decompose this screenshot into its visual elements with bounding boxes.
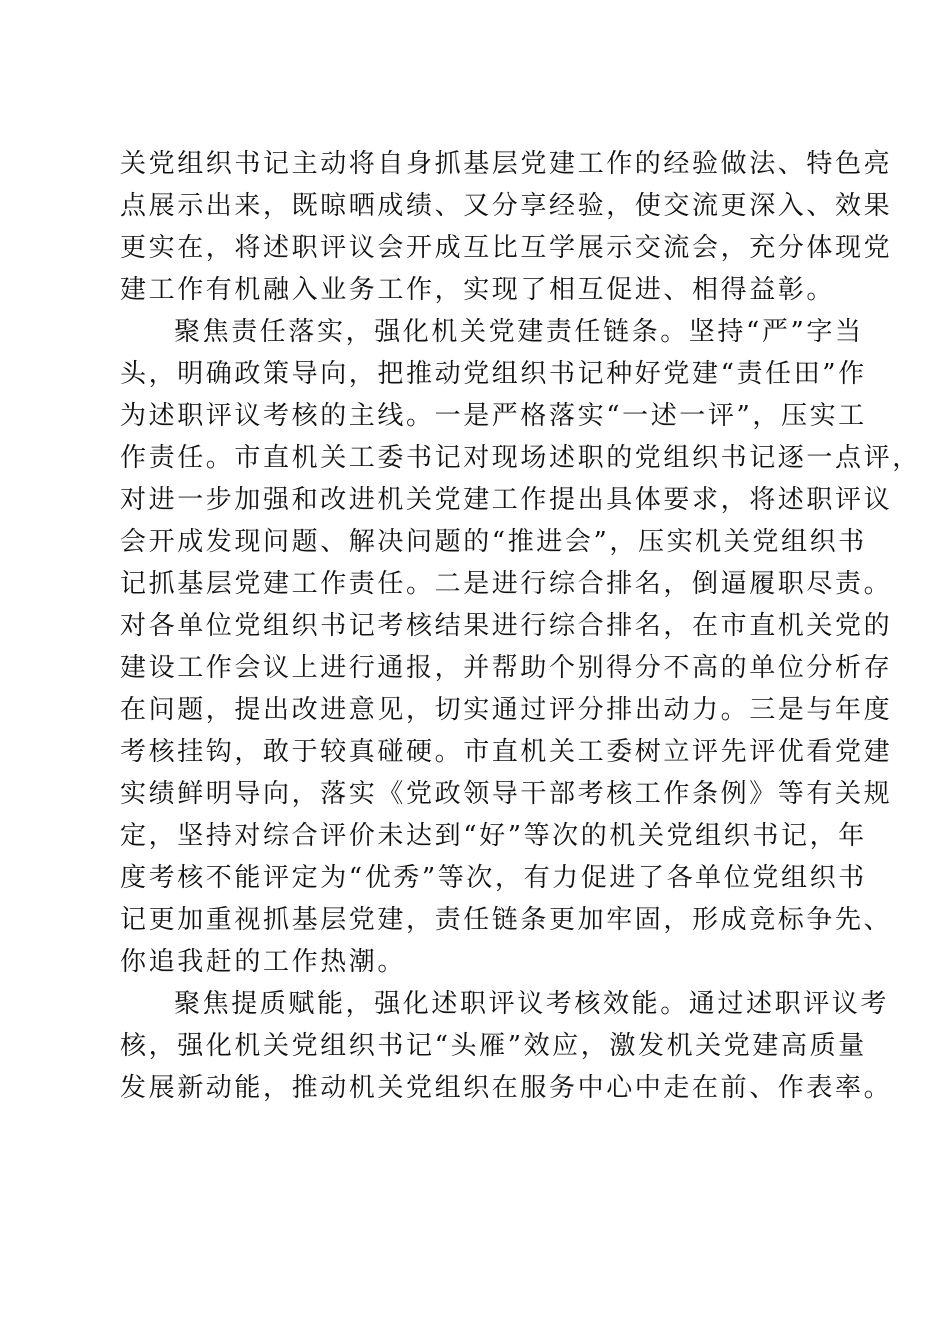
text-line: 建设工作会议上进行通报，并帮助个别得分不高的单位分析存: [120, 653, 893, 683]
text-line: 对各单位党组织书记考核结果进行综合排名，在市直机关党的: [120, 611, 893, 641]
text-line: 核，强化机关党组织书记“头雁”效应，激发机关党建高质量: [120, 1031, 867, 1061]
text-line: 定，坚持对综合评价未达到“好”等次的机关党组织书记，年: [120, 821, 867, 851]
paragraph-first-line: 聚焦责任落实，强化机关党建责任链条。坚持“严”字当: [174, 317, 864, 347]
paragraph-first-line: 聚焦提质赋能，强化述职评议考核效能。通过述职评议考: [174, 989, 890, 1019]
text-line: 点展示出来，既晾晒成绩、又分享经验，使交流更深入、效果: [120, 191, 893, 221]
text-line: 作责任。市直机关工委书记对现场述职的党组织书记逐一点评，: [120, 443, 921, 473]
text-line: 你追我赶的工作热潮。: [120, 947, 407, 977]
text-line: 记更加重视抓基层党建，责任链条更加牢固，形成竞标争先、: [120, 905, 893, 935]
text-line: 考核挂钩，敢于较真碰硬。市直机关工委树立评先评优看党建: [120, 737, 893, 767]
text-line: 建工作有机融入业务工作，实现了相互促进、相得益彰。: [120, 275, 836, 305]
text-line: 在问题，提出改进意见，切实通过评分排出动力。三是与年度: [120, 695, 893, 725]
text-line: 度考核不能评定为“优秀”等次，有力促进了各单位党组织书: [120, 863, 867, 893]
text-line: 记抓基层党建工作责任。二是进行综合排名，倒逼履职尽责。: [120, 569, 893, 599]
text-line: 为述职评议考核的主线。一是严格落实“一述一评”，压实工: [120, 401, 867, 431]
text-line: 发展新动能，推动机关党组织在服务中心中走在前、作表率。: [120, 1073, 893, 1103]
text-line: 头，明确政策导向，把推动党组织书记种好党建“责任田”作: [120, 359, 867, 389]
body-text: [120, 143, 921, 1109]
text-line: 关党组织书记主动将自身抓基层党建工作的经验做法、特色亮: [120, 149, 893, 179]
text-line: 更实在，将述职评议会开成互比互学展示交流会，充分体现党: [120, 233, 893, 263]
text-line: 会开成发现问题、解决问题的“推进会”，压实机关党组织书: [120, 527, 867, 557]
text-line: 对进一步加强和改进机关党建工作提出具体要求，将述职评议: [120, 485, 893, 515]
text-line: 实绩鲜明导向，落实《党政领导干部考核工作条例》等有关规: [120, 779, 893, 809]
